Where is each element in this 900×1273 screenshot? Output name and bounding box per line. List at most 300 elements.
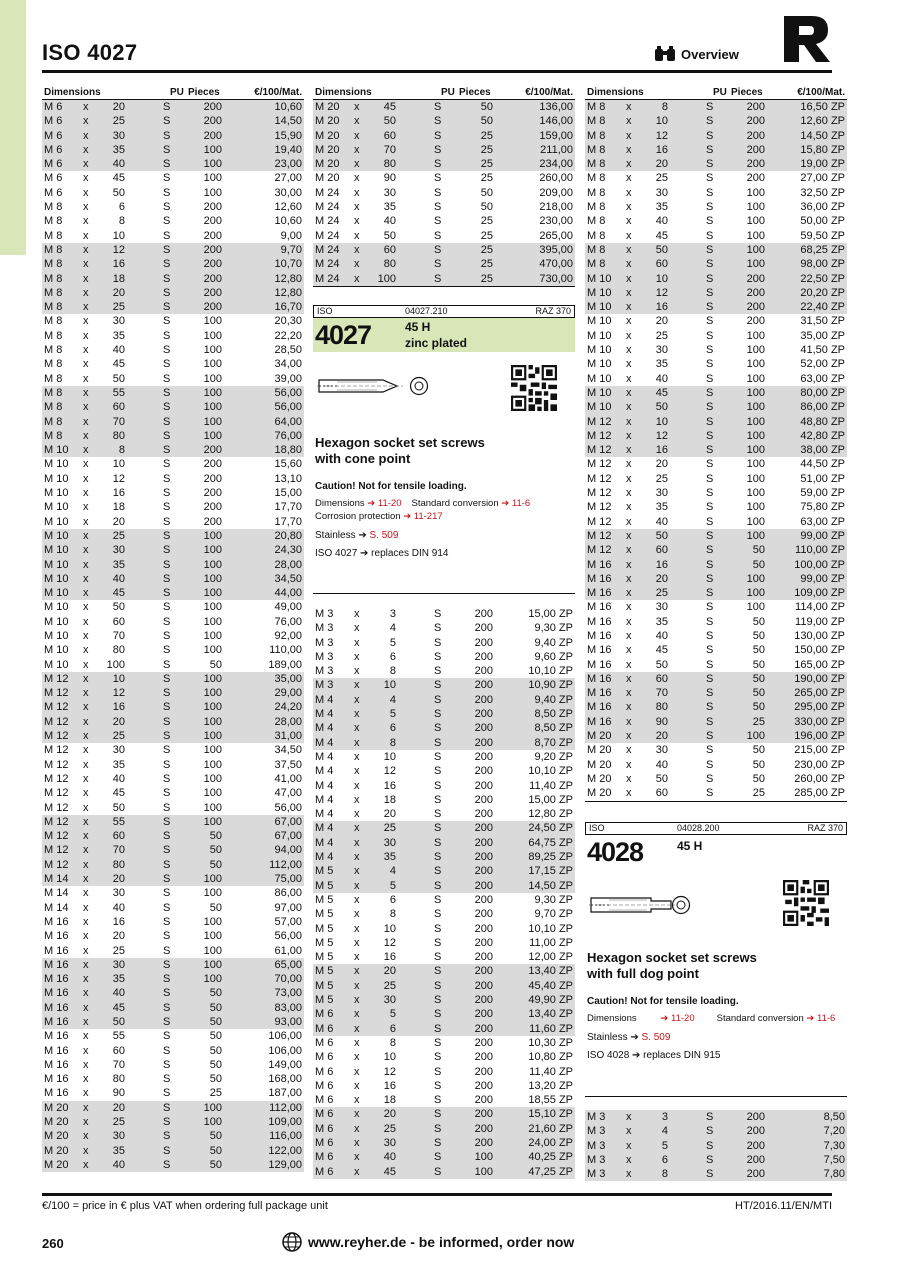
pu-code-cell: S [706, 672, 714, 685]
price-cell: 98,00 ZP [800, 258, 845, 271]
times-sign-cell: x [626, 101, 632, 113]
thread-size-cell: M 20 [44, 1144, 69, 1157]
table-row [313, 1150, 575, 1164]
length-cell: 4 [661, 1125, 668, 1138]
table-row [42, 229, 304, 243]
pu-code-cell: S [434, 158, 442, 171]
length-cell: 60 [112, 615, 125, 628]
times-sign-cell: x [626, 172, 632, 185]
table-row [585, 658, 847, 672]
length-cell: 60 [112, 830, 125, 843]
price-cell: 470,00 [539, 258, 573, 271]
price-cell: 64,75 ZP [528, 836, 573, 849]
table-row [42, 472, 304, 486]
pieces-cell: 200 [203, 215, 222, 228]
table-row [585, 443, 847, 457]
thread-size-cell: M 5 [315, 893, 334, 906]
times-sign-cell: x [354, 636, 360, 649]
times-sign-cell: x [626, 572, 632, 585]
times-sign-cell: x [626, 787, 632, 800]
price-cell: 730,00 [539, 272, 573, 285]
header-pu: PU [441, 87, 455, 98]
length-cell: 30 [655, 601, 668, 614]
times-sign-cell: x [626, 658, 632, 671]
length-cell: 40 [655, 515, 668, 528]
length-cell: 40 [112, 1158, 125, 1171]
pu-code-cell: S [434, 1079, 442, 1092]
length-cell: 35 [383, 851, 396, 864]
price-cell: 86,00 [274, 887, 302, 900]
pieces-cell: 25 [480, 272, 493, 285]
length-cell: 20 [112, 715, 125, 728]
pieces-cell: 100 [203, 715, 222, 728]
times-sign-cell: x [83, 344, 89, 357]
table-row [42, 1044, 304, 1058]
thread-size-cell: M 6 [315, 1165, 334, 1178]
length-cell: 5 [389, 708, 396, 721]
thread-size-cell: M 16 [587, 587, 612, 600]
product-title-line1: Hexagon socket set screws [315, 435, 485, 450]
times-sign-cell: x [354, 1151, 360, 1164]
pieces-cell: 50 [752, 672, 765, 685]
length-cell: 20 [112, 873, 125, 886]
table-row [42, 843, 304, 857]
pu-code-cell: S [434, 922, 442, 935]
website-text: www.reyher.de - be informed, order now [308, 1234, 575, 1250]
pieces-cell: 50 [209, 830, 222, 843]
pieces-cell: 100 [203, 887, 222, 900]
pu-code-cell: S [706, 529, 714, 542]
length-cell: 25 [112, 529, 125, 542]
pieces-cell: 200 [746, 101, 765, 113]
table-row [313, 936, 575, 950]
times-sign-cell: x [354, 129, 360, 142]
header-price: €/100/Mat. [797, 87, 845, 98]
length-cell: 12 [383, 936, 396, 949]
pu-code-cell: S [163, 830, 171, 843]
pieces-cell: 200 [746, 158, 765, 171]
product-description [587, 944, 847, 1063]
qr-code-icon [511, 365, 557, 411]
pu-code-cell: S [163, 444, 171, 457]
table-row [42, 286, 304, 300]
thread-size-cell: M 8 [44, 329, 63, 342]
table-row [42, 629, 304, 643]
price-cell: 9,70 ZP [534, 908, 573, 921]
length-cell: 40 [112, 772, 125, 785]
product-table [585, 1110, 847, 1181]
conversion-label: Standard conversion [411, 498, 499, 509]
times-sign-cell: x [83, 658, 89, 671]
price-cell: 10,60 [274, 101, 302, 113]
times-sign-cell: x [354, 679, 360, 692]
length-cell: 18 [383, 1094, 396, 1107]
dimensions-link[interactable]: ➔ 11-20 [367, 498, 402, 509]
price-cell: 109,00 [268, 1116, 302, 1129]
thread-size-cell: M 10 [587, 358, 612, 371]
pieces-cell: 200 [474, 994, 493, 1007]
pieces-cell: 100 [203, 315, 222, 328]
times-sign-cell: x [83, 915, 89, 928]
times-sign-cell: x [83, 715, 89, 728]
price-cell: 15,00 ZP [528, 608, 573, 620]
thread-size-cell: M 12 [587, 501, 612, 514]
times-sign-cell: x [354, 229, 360, 242]
pu-code-cell: S [706, 772, 714, 785]
pieces-cell: 50 [752, 701, 765, 714]
price-cell: 34,50 [274, 572, 302, 585]
section-tab [0, 0, 26, 255]
price-cell: 97,00 [274, 901, 302, 914]
table-row [313, 993, 575, 1007]
pu-code-cell: S [163, 601, 171, 614]
thread-size-cell: M 6 [315, 1051, 334, 1064]
thread-size-cell: M 20 [315, 143, 340, 156]
length-cell: 40 [112, 901, 125, 914]
times-sign-cell: x [354, 115, 360, 128]
length-cell: 60 [112, 401, 125, 414]
length-cell: 60 [112, 1044, 125, 1057]
thread-size-cell: M 16 [44, 944, 69, 957]
thread-size-cell: M 12 [44, 844, 69, 857]
table-row [313, 836, 575, 850]
times-sign-cell: x [83, 515, 89, 528]
times-sign-cell: x [354, 879, 360, 892]
pu-code-cell: S [163, 458, 171, 471]
pieces-cell: 200 [474, 679, 493, 692]
pieces-cell: 200 [474, 636, 493, 649]
thread-size-cell: M 12 [44, 715, 69, 728]
surface-finish: zinc plated [405, 336, 468, 350]
pieces-cell: 100 [203, 572, 222, 585]
thread-size-cell: M 6 [44, 129, 63, 142]
pu-code-cell: S [434, 272, 442, 285]
price-cell: 17,70 [274, 501, 302, 514]
pieces-cell: 50 [209, 901, 222, 914]
table-row [42, 600, 304, 614]
header-pu: PU [170, 87, 184, 98]
price-cell: 61,00 [274, 944, 302, 957]
product-number: 4028 [587, 836, 644, 867]
pu-code-cell: S [163, 1101, 171, 1114]
price-cell: 41,50 ZP [800, 344, 845, 357]
table-row [42, 243, 304, 257]
dimensions-link[interactable]: ➔ 11-20 [660, 1013, 695, 1024]
times-sign-cell: x [626, 429, 632, 442]
length-cell: 20 [655, 315, 668, 328]
pu-code-cell: S [163, 844, 171, 857]
times-sign-cell: x [354, 1165, 360, 1178]
times-sign-cell: x [354, 865, 360, 878]
pu-code-cell: S [706, 158, 714, 171]
pieces-cell: 25 [480, 158, 493, 171]
table-row [313, 650, 575, 664]
pieces-cell: 200 [203, 472, 222, 485]
thread-size-cell: M 16 [44, 973, 69, 986]
table-row [42, 1029, 304, 1043]
product-code-bar [313, 305, 575, 318]
pu-code-cell: S [434, 665, 442, 678]
pu-code-cell: S [163, 258, 171, 271]
thread-size-cell: M 5 [315, 922, 334, 935]
thread-size-cell: M 16 [44, 915, 69, 928]
pieces-cell: 100 [203, 915, 222, 928]
length-cell: 8 [389, 665, 396, 678]
pieces-cell: 200 [746, 143, 765, 156]
stainless-link[interactable]: S. 509 [369, 530, 399, 541]
times-sign-cell: x [626, 286, 632, 299]
length-cell: 40 [112, 344, 125, 357]
length-cell: 5 [661, 1139, 668, 1152]
length-cell: 35 [383, 201, 396, 214]
pu-code-cell: S [163, 529, 171, 542]
table-row [313, 750, 575, 764]
times-sign-cell: x [626, 730, 632, 743]
times-sign-cell: x [626, 258, 632, 271]
times-sign-cell: x [83, 172, 89, 185]
times-sign-cell: x [354, 1136, 360, 1149]
pieces-cell: 200 [474, 922, 493, 935]
pieces-cell: 100 [203, 544, 222, 557]
table-row [313, 964, 575, 978]
price-cell: 49,00 [274, 601, 302, 614]
thread-size-cell: M 4 [315, 693, 334, 706]
table-column-3 [585, 86, 847, 802]
pu-code-cell: S [163, 1116, 171, 1129]
thread-size-cell: M 4 [315, 779, 334, 792]
table-row [42, 171, 304, 185]
pieces-cell: 50 [209, 1144, 222, 1157]
website-link[interactable] [282, 1232, 574, 1252]
pieces-cell: 200 [474, 808, 493, 821]
pu-code-cell: S [706, 172, 714, 185]
table-row [313, 200, 575, 214]
table-row [313, 1050, 575, 1064]
price-cell: 106,00 [268, 1044, 302, 1057]
length-cell: 20 [655, 730, 668, 743]
thread-size-cell: M 5 [315, 965, 334, 978]
table-row [585, 171, 847, 185]
corrosion-link[interactable]: ➔ 11-217 [403, 511, 443, 522]
pu-code-cell: S [706, 487, 714, 500]
pieces-cell: 100 [203, 558, 222, 571]
times-sign-cell: x [83, 358, 89, 371]
price-cell: 35,00 ZP [800, 329, 845, 342]
overview-link[interactable] [654, 42, 739, 66]
pieces-cell: 100 [203, 429, 222, 442]
price-cell: 149,00 [268, 1058, 302, 1071]
pieces-cell: 200 [746, 1125, 765, 1138]
pieces-cell: 25 [480, 143, 493, 156]
pieces-cell: 25 [752, 787, 765, 800]
pu-code-cell: S [163, 1130, 171, 1143]
table-row [313, 100, 575, 114]
pieces-cell: 100 [203, 587, 222, 600]
times-sign-cell: x [83, 744, 89, 757]
pieces-cell: 25 [480, 258, 493, 271]
length-cell: 25 [112, 115, 125, 128]
conversion-link[interactable]: ➔ 11-6 [806, 1013, 836, 1024]
header-price: €/100/Mat. [254, 87, 302, 98]
pu-code-cell: S [163, 730, 171, 743]
length-cell: 20 [655, 158, 668, 171]
times-sign-cell: x [83, 973, 89, 986]
reyher-logo-icon [782, 14, 832, 64]
pu-code-cell: S [163, 815, 171, 828]
table-row [42, 515, 304, 529]
table-row [313, 171, 575, 185]
thread-size-cell: M 10 [44, 658, 69, 671]
thread-size-cell: M 20 [315, 101, 340, 113]
thread-size-cell: M 20 [44, 1158, 69, 1171]
times-sign-cell: x [354, 765, 360, 778]
pieces-cell: 200 [474, 879, 493, 892]
pu-code-cell: S [163, 915, 171, 928]
times-sign-cell: x [354, 143, 360, 156]
table-row [42, 129, 304, 143]
times-sign-cell: x [83, 873, 89, 886]
pu-code-cell: S [163, 401, 171, 414]
pu-code-cell: S [706, 415, 714, 428]
pu-code-cell: S [163, 372, 171, 385]
pu-code-cell: S [163, 1073, 171, 1086]
pu-code-cell: S [706, 1153, 714, 1166]
table-row [42, 915, 304, 929]
pu-code-cell: S [434, 679, 442, 692]
table-row [42, 314, 304, 328]
times-sign-cell: x [626, 758, 632, 771]
pu-code-cell: S [706, 558, 714, 571]
product-block-4028 [585, 822, 847, 1061]
pu-code-cell: S [706, 615, 714, 628]
thread-size-cell: M 10 [44, 458, 69, 471]
conversion-link[interactable]: ➔ 11-6 [501, 498, 531, 509]
pu-code-cell: S [706, 129, 714, 142]
thread-size-cell: M 10 [44, 558, 69, 571]
pieces-cell: 100 [746, 444, 765, 457]
thread-size-cell: M 5 [315, 908, 334, 921]
table-row [42, 386, 304, 400]
thread-size-cell: M 4 [315, 708, 334, 721]
pieces-cell: 50 [752, 615, 765, 628]
price-cell: 63,00 ZP [800, 372, 845, 385]
table-row [585, 386, 847, 400]
price-cell: 106,00 [268, 1030, 302, 1043]
thread-size-cell: M 8 [587, 186, 606, 199]
pu-code-cell: S [163, 1058, 171, 1071]
pu-code-cell: S [434, 851, 442, 864]
pieces-cell: 100 [746, 572, 765, 585]
price-cell: 110,00 ZP [795, 544, 845, 557]
length-cell: 25 [383, 822, 396, 835]
times-sign-cell: x [83, 301, 89, 314]
length-cell: 10 [112, 229, 125, 242]
pieces-cell: 50 [209, 1073, 222, 1086]
times-sign-cell: x [626, 544, 632, 557]
length-cell: 60 [655, 672, 668, 685]
pu-code-cell: S [434, 622, 442, 635]
length-cell: 40 [112, 987, 125, 1000]
product-title-line2: with cone point [315, 451, 411, 466]
pieces-cell: 200 [474, 936, 493, 949]
thread-size-cell: M 20 [587, 787, 612, 800]
table-row [585, 100, 847, 114]
pieces-cell: 200 [474, 1094, 493, 1107]
pu-code-cell: S [163, 158, 171, 171]
length-cell: 4 [389, 693, 396, 706]
length-cell: 40 [383, 215, 396, 228]
times-sign-cell: x [83, 458, 89, 471]
pieces-cell: 200 [474, 736, 493, 749]
thread-size-cell: M 12 [44, 758, 69, 771]
price-cell: 16,70 [274, 301, 302, 314]
times-sign-cell: x [626, 501, 632, 514]
length-cell: 70 [112, 629, 125, 642]
pieces-cell: 100 [746, 215, 765, 228]
times-sign-cell: x [354, 893, 360, 906]
price-cell: 27,00 [274, 172, 302, 185]
pu-code-cell: S [434, 186, 442, 199]
thread-size-cell: M 16 [44, 1044, 69, 1057]
times-sign-cell: x [354, 622, 360, 635]
table-row [585, 572, 847, 586]
pu-code-cell: S [706, 329, 714, 342]
pu-code-cell: S [163, 358, 171, 371]
table-row [585, 1153, 847, 1167]
pieces-cell: 100 [203, 358, 222, 371]
price-cell: 13,40 ZP [528, 965, 573, 978]
times-sign-cell: x [83, 844, 89, 857]
length-cell: 30 [383, 836, 396, 849]
pieces-cell: 200 [474, 693, 493, 706]
price-cell: 10,30 ZP [528, 1036, 573, 1049]
times-sign-cell: x [83, 572, 89, 585]
times-sign-cell: x [83, 1030, 89, 1043]
times-sign-cell: x [83, 815, 89, 828]
pieces-cell: 200 [203, 501, 222, 514]
pieces-cell: 200 [746, 286, 765, 299]
times-sign-cell: x [83, 730, 89, 743]
caution-note: Caution! Not for tensile loading. [315, 481, 467, 492]
times-sign-cell: x [83, 1087, 89, 1100]
pu-code-cell: S [163, 515, 171, 528]
pu-code-cell: S [163, 887, 171, 900]
times-sign-cell: x [83, 101, 89, 113]
pieces-cell: 200 [203, 272, 222, 285]
pu-code-cell: S [706, 429, 714, 442]
price-cell: 130,00 ZP [794, 629, 845, 642]
price-cell: 109,00 ZP [794, 587, 845, 600]
thread-size-cell: M 6 [44, 115, 63, 128]
times-sign-cell: x [354, 994, 360, 1007]
pieces-cell: 50 [209, 1044, 222, 1057]
price-cell: 24,00 ZP [528, 1136, 573, 1149]
stainless-link[interactable]: S. 509 [641, 1032, 671, 1043]
property-class: 45 H [405, 320, 431, 334]
times-sign-cell: x [354, 201, 360, 214]
length-cell: 50 [383, 115, 396, 128]
product-block-4027 [313, 305, 575, 559]
pu-code-cell: S [163, 901, 171, 914]
price-cell: 10,70 [274, 258, 302, 271]
times-sign-cell: x [83, 958, 89, 971]
table-row [585, 772, 847, 786]
pu-code-cell: S [434, 1008, 442, 1021]
times-sign-cell: x [626, 772, 632, 785]
pu-code-cell: S [706, 115, 714, 128]
thread-size-cell: M 4 [315, 722, 334, 735]
pu-code-cell: S [706, 358, 714, 371]
